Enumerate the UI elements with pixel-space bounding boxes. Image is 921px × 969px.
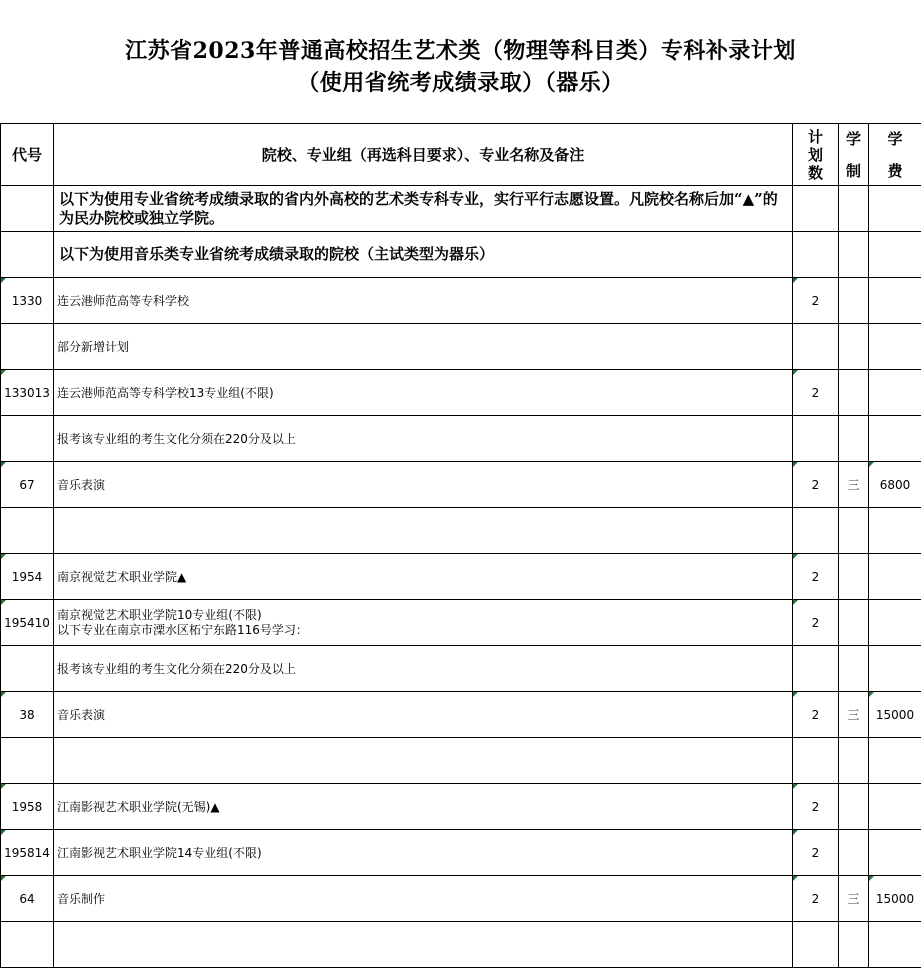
header-plan (793, 124, 839, 186)
row-plan (793, 922, 839, 968)
cell-marker (793, 830, 798, 835)
row-plan: 2 (793, 876, 839, 922)
row-name (54, 508, 793, 554)
row-name (54, 738, 793, 784)
row-duration (839, 784, 869, 830)
table-row (1, 416, 921, 462)
header-duration (839, 124, 869, 186)
table-row (1, 922, 921, 968)
row-code: 38 (1, 692, 54, 738)
table-row (1, 600, 921, 646)
page-title: 江苏省2023年普通高校招生艺术类（物理等科目类）专科补录计划 (125, 38, 796, 64)
row-plan: 2 (793, 370, 839, 416)
row-fee (869, 922, 921, 968)
row-duration (839, 830, 869, 876)
table-row (1, 278, 921, 324)
row-name-line-1: 南京视觉艺术职业学院10专业组(不限) (57, 607, 262, 622)
cell-marker (793, 692, 798, 697)
row-name: 音乐表演 (54, 692, 793, 738)
page-subtitle: （使用省统考成绩录取）（器乐） (297, 70, 624, 96)
cell-marker (1, 370, 6, 375)
row-name: 江南影视艺术职业学院14专业组(不限) (54, 830, 793, 876)
row-code: 64 (1, 876, 54, 922)
table-header-row (1, 124, 921, 186)
table-row (1, 876, 921, 922)
cell-marker (869, 876, 874, 881)
row-fee (869, 370, 921, 416)
row-fee (869, 830, 921, 876)
category-note: 以下为使用音乐类专业省统考成绩录取的院校（主试类型为器乐） (54, 232, 793, 278)
cell-marker (1, 784, 6, 789)
cell-marker (1, 692, 6, 697)
cell-marker (793, 876, 798, 881)
header-fee (869, 124, 921, 186)
row-fee: 6800 (869, 462, 921, 508)
row-fee (869, 278, 921, 324)
row-duration (839, 370, 869, 416)
table-row (1, 830, 921, 876)
table-row (1, 784, 921, 830)
row-name: 音乐制作 (54, 876, 793, 922)
row-code (1, 324, 54, 370)
row-duration (839, 278, 869, 324)
row-code: 67 (1, 462, 54, 508)
row-name (54, 600, 793, 646)
header-code: 代号 (1, 124, 54, 186)
table-row (1, 324, 921, 370)
row-name: 南京视觉艺术职业学院▲ (54, 554, 793, 600)
row-fee (869, 416, 921, 462)
row-plan (793, 646, 839, 692)
header-plan-char-3: 数 (807, 163, 823, 182)
row-code (1, 738, 54, 784)
row-code: 1330 (1, 278, 54, 324)
cell-marker (793, 600, 798, 605)
cell-marker (793, 554, 798, 559)
row-duration (839, 646, 869, 692)
cell-marker (793, 462, 798, 467)
row-name: 连云港师范高等专科学校 (54, 278, 793, 324)
intro-row (1, 186, 921, 232)
row-name-line-2: 以下专业在南京市溧水区柘宁东路116号学习： (57, 622, 308, 637)
table-row (1, 554, 921, 600)
row-plan: 2 (793, 462, 839, 508)
cell-marker (793, 278, 798, 283)
row-duration (839, 416, 869, 462)
row-plan: 2 (793, 278, 839, 324)
row-code: 1958 (1, 784, 54, 830)
header-plan-char-1: 计 (807, 127, 823, 146)
table-row (1, 370, 921, 416)
category-row (1, 232, 921, 278)
row-plan: 2 (793, 784, 839, 830)
row-code (1, 508, 54, 554)
row-plan: 2 (793, 692, 839, 738)
row-plan (793, 324, 839, 370)
cell-marker (1, 554, 6, 559)
row-name: 江南影视艺术职业学院(无锡)▲ (54, 784, 793, 830)
row-code: 1954 (1, 554, 54, 600)
row-duration (839, 600, 869, 646)
row-duration: 三 (839, 692, 869, 738)
row-code (1, 646, 54, 692)
row-plan (793, 508, 839, 554)
cell-marker (1, 876, 6, 881)
table-row (1, 508, 921, 554)
row-code (1, 922, 54, 968)
row-duration: 三 (839, 462, 869, 508)
cell-marker (869, 462, 874, 467)
cell-marker (1, 462, 6, 467)
row-name (54, 922, 793, 968)
row-plan: 2 (793, 830, 839, 876)
row-duration: 三 (839, 876, 869, 922)
cell-marker (793, 370, 798, 375)
row-fee (869, 600, 921, 646)
table-row (1, 738, 921, 784)
cell-marker (793, 784, 798, 789)
header-name: 院校、专业组（再选科目要求）、专业名称及备注 (54, 124, 793, 186)
row-plan (793, 416, 839, 462)
row-fee (869, 646, 921, 692)
row-code: 195814 (1, 830, 54, 876)
cell-marker (1, 278, 6, 283)
row-fee (869, 784, 921, 830)
row-duration (839, 738, 869, 784)
row-name: 报考该专业组的考生文化分须在220分及以上 (54, 646, 793, 692)
header-plan-char-2: 划 (807, 145, 823, 164)
row-plan (793, 738, 839, 784)
row-name: 连云港师范高等专科学校13专业组(不限) (54, 370, 793, 416)
cell-marker (869, 692, 874, 697)
row-fee (869, 508, 921, 554)
row-name: 部分新增计划 (54, 324, 793, 370)
table-row (1, 646, 921, 692)
row-plan: 2 (793, 600, 839, 646)
row-code: 133013 (1, 370, 54, 416)
row-fee: 15000 (869, 692, 921, 738)
intro-note: 以下为使用专业省统考成绩录取的省内外高校的艺术类专科专业，实行平行志愿设置。凡院校名称后加“▲”的为民办院校或独立学院。 (54, 186, 793, 232)
row-plan: 2 (793, 554, 839, 600)
row-duration (839, 922, 869, 968)
row-fee (869, 554, 921, 600)
row-name: 报考该专业组的考生文化分须在220分及以上 (54, 416, 793, 462)
row-fee (869, 738, 921, 784)
row-duration (839, 508, 869, 554)
header-duration-top: 学 (845, 130, 861, 148)
cell-marker (1, 600, 6, 605)
header-fee-bottom: 费 (887, 162, 903, 180)
table-row (1, 692, 921, 738)
row-code (1, 416, 54, 462)
row-code: 195410 (1, 600, 54, 646)
row-duration (839, 324, 869, 370)
row-fee (869, 324, 921, 370)
row-name: 音乐表演 (54, 462, 793, 508)
header-duration-bottom: 制 (845, 162, 861, 180)
enrollment-plan-table (0, 123, 921, 968)
cell-marker (1, 830, 6, 835)
header-fee-top: 学 (887, 130, 903, 148)
row-duration (839, 554, 869, 600)
row-fee: 15000 (869, 876, 921, 922)
table-row (1, 462, 921, 508)
